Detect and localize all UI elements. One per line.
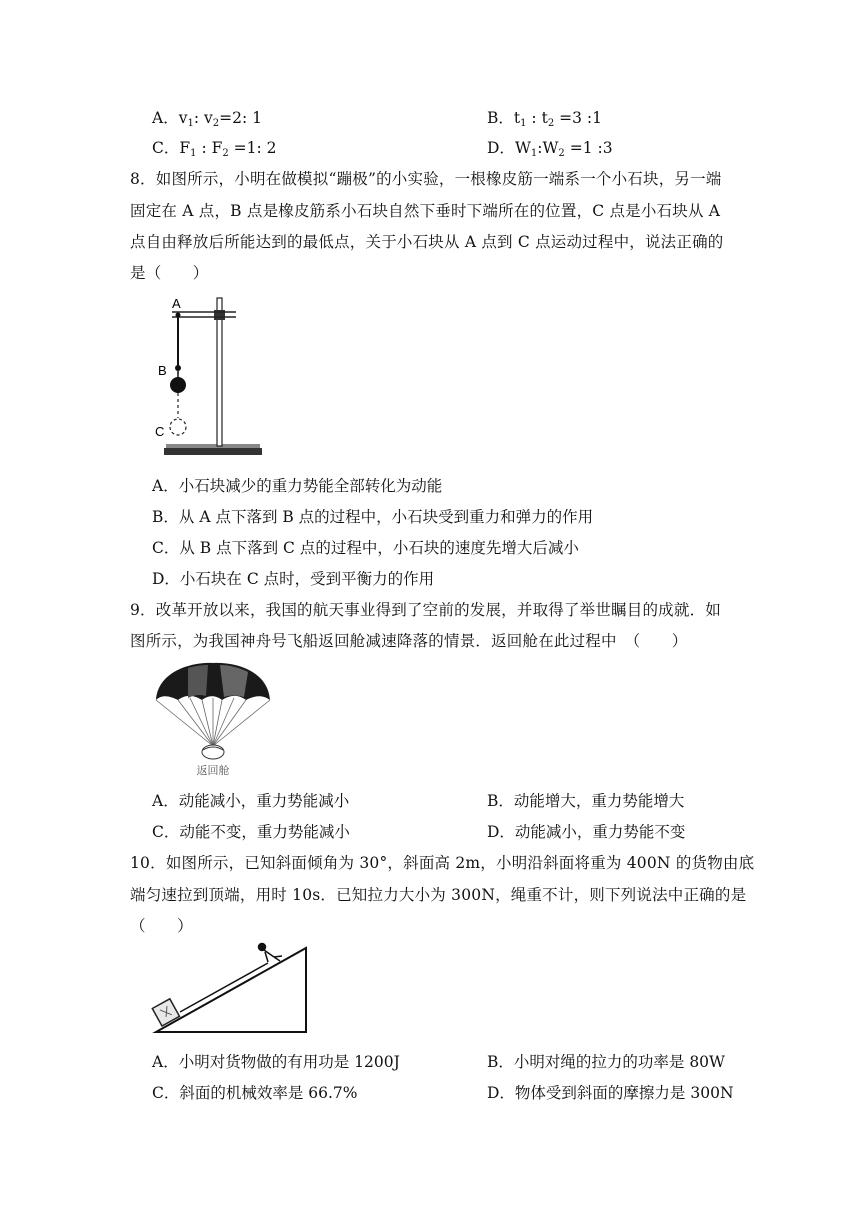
capsule-caption: 返回舱 — [196, 764, 230, 777]
label-a: A — [172, 296, 181, 311]
canopy-highlight — [188, 665, 208, 698]
parachute-capsule-figure — [150, 660, 276, 778]
q10-stem-line-2: 端匀速拉到顶端，用时 10s．已知拉力大小为 300N，绳重不计，则下列说法中正确的是 — [130, 886, 747, 904]
stand-base — [164, 448, 262, 455]
q8-stem-line-1: 8．如图所示，小明在做模拟“蹦极”的小实验，一根橡皮筋一端系一个小石块，另一端 — [130, 170, 722, 188]
bungee-stand-figure — [150, 292, 270, 462]
parachute-lines — [156, 698, 270, 746]
stone — [170, 377, 186, 393]
stand-pole — [217, 298, 222, 446]
q9-stem-line-2: 图所示，为我国神舟号飞船返回舱减速降落的情景．返回舱在此过程中 （ ） — [130, 632, 688, 650]
q7-option-d[interactable]: D．$W_1:W_2 =1$ :3 — [487, 139, 613, 159]
q8-stem-line-3: 点自由释放后所能达到的最低点，关于小石块从 A 点到 C 点运动过程中，说法正确的 — [130, 233, 724, 251]
q8-stem-line-4: 是（ ） — [130, 264, 209, 282]
label-b: B — [158, 363, 167, 378]
stand-base-top — [166, 444, 260, 448]
q10-stem-line-3: （ ） — [130, 917, 193, 935]
q9-option-b[interactable]: B．动能增大，重力势能增大 — [487, 792, 685, 810]
q8-option-c[interactable]: C．从 B 点下落到 C 点的过程中，小石块的速度先增大后减小 — [152, 539, 579, 557]
q9-stem-line-1: 9．改革开放以来，我国的航天事业得到了空前的发展，并取得了举世瞩目的成就．如 — [130, 601, 721, 619]
parachute-canopy — [156, 663, 270, 700]
q10-stem-line-1: 10．如图所示，已知斜面倾角为 30°，斜面高 2m，小明沿斜面将重为 400N 的货物由底 — [130, 854, 755, 872]
q7-option-a[interactable]: A．$v_1$: $v_2=2$: 1 — [152, 109, 262, 129]
point-b-dot — [175, 365, 181, 371]
q7-option-c[interactable]: C．$F_1$ : $F_2 =1$: 2 — [152, 139, 277, 159]
inclined-plane — [156, 948, 306, 1032]
q8-option-b[interactable]: B．从 A 点下落到 B 点的过程中，小石块受到重力和弹力的作用 — [152, 508, 594, 526]
label-c: C — [155, 424, 165, 439]
q7-option-b[interactable]: B．$t_1$ : $t_2 =3$ :1 — [487, 109, 602, 129]
stone-at-c-dashed — [170, 419, 186, 435]
q8-option-d[interactable]: D．小石块在 C 点时，受到平衡力的作用 — [152, 570, 435, 588]
q10-option-c[interactable]: C．斜面的机械效率是 66.7% — [152, 1084, 358, 1102]
q9-option-a[interactable]: A．动能减小，重力势能减小 — [152, 792, 350, 810]
q8-stem-line-2: 固定在 A 点，B 点是橡皮筋系小石块自然下垂时下端所在的位置，C 点是小石块从 A — [130, 202, 721, 220]
q10-option-b[interactable]: B．小明对绳的拉力的功率是 80W — [487, 1053, 725, 1071]
q9-option-c[interactable]: C．动能不变，重力势能减小 — [152, 823, 350, 841]
q9-option-d[interactable]: D．动能减小，重力势能不变 — [487, 823, 686, 841]
person-pulling — [259, 944, 283, 963]
q10-option-d[interactable]: D．物体受到斜面的摩擦力是 300N — [487, 1084, 734, 1102]
q8-option-a[interactable]: A．小石块减少的重力势能全部转化为动能 — [152, 477, 443, 495]
incline-figure — [150, 940, 312, 1036]
q10-option-a[interactable]: A．小明对货物做的有用功是 1200J — [152, 1053, 400, 1071]
